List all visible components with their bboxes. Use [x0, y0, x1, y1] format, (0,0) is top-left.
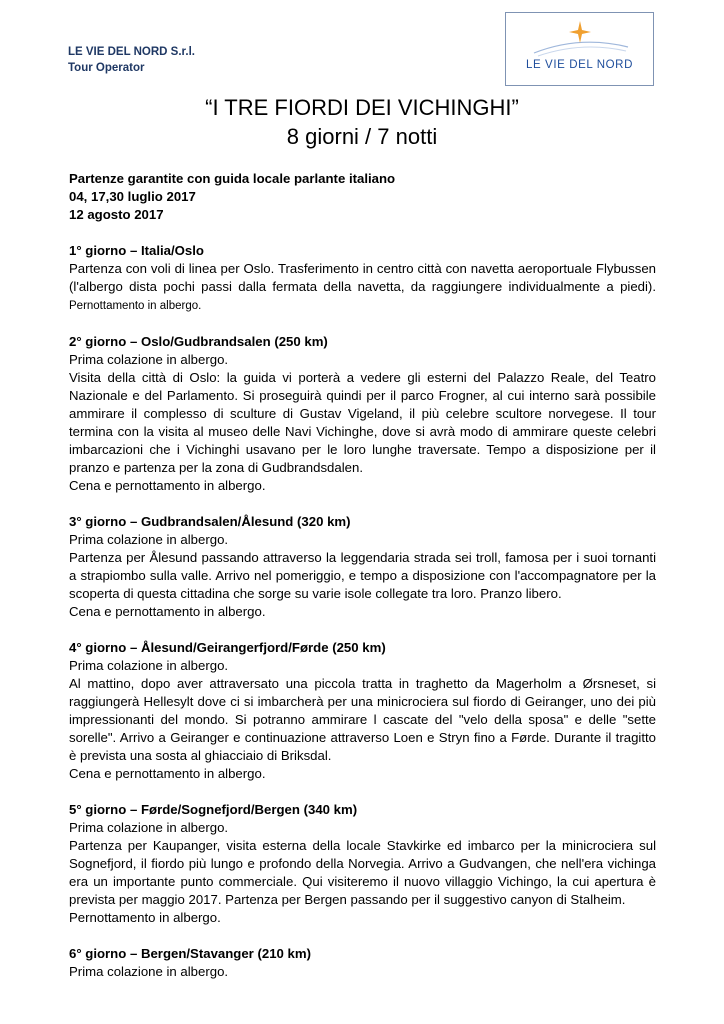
star-icon	[506, 13, 655, 87]
day-5-closing: Pernottamento in albergo.	[69, 910, 221, 925]
day-2-breakfast: Prima colazione in albergo.	[69, 352, 229, 367]
day-3-body: Partenza per Ålesund passando attraverso la leggendaria strada sei troll, famosa per i suoi tornanti a strapiombo sulla valle. Arrivo nel pomeriggio, e tempo a disposizione con l'accompagnatore per la scoperta di questa cittadina che sorge su varie isole collegate tra loro. Pranzo libero.	[69, 550, 656, 601]
logo-text: LE VIE DEL NORD	[526, 59, 633, 71]
day-1-text	[69, 260, 656, 315]
day-1-note: Pernottamento in albergo.	[69, 300, 202, 312]
day-5-breakfast: Prima colazione in albergo.	[69, 820, 229, 835]
page-title	[0, 93, 724, 151]
day-3-closing: Cena e pernottamento in albergo.	[69, 604, 266, 619]
departure-dates-1: 04, 17,30 luglio 2017	[69, 189, 196, 204]
day-4-breakfast: Prima colazione in albergo.	[69, 658, 229, 673]
day-1-heading: 1° giorno – Italia/Oslo	[69, 243, 204, 258]
day-3-breakfast: Prima colazione in albergo.	[69, 532, 229, 547]
day-6-breakfast: Prima colazione in albergo.	[69, 964, 229, 979]
company-name: LE VIE DEL NORD S.r.l.	[68, 46, 195, 58]
day-2-heading: 2° giorno – Oslo/Gudbrandsalen (250 km)	[69, 334, 328, 349]
company-header	[68, 44, 195, 76]
day-6-heading: 6° giorno – Bergen/Stavanger (210 km)	[69, 946, 311, 961]
day-5-body: Partenza per Kaupanger, visita esterna della locale Stavkirke ed imbarco per la minicrociera sul Sognefjord, il fiordo più lungo e profondo della Norvegia. Arrivo a Gudvangen, che nell'era vichinga era un importante punto commerciale. Qui visiteremo il nuovo villaggio Vichingo, la cui apertura è prevista per maggio 2017. Partenza per Bergen passando per il suggestivo canyon di Stalheim.	[69, 838, 656, 907]
day-1-body: Partenza con voli di linea per Oslo. Trasferimento in centro città con navetta aeroportuale Flybussen (l'albergo dista pochi passi dalla fermata della navetta, da raggiungere individualmente a piedi).	[69, 261, 656, 294]
day-4-heading: 4° giorno – Ålesund/Geirangerfjord/Førde (250 km)	[69, 640, 386, 655]
document-body	[69, 170, 656, 981]
title-line-2: 8 giorni / 7 notti	[286, 124, 438, 149]
company-subtitle: Tour Operator	[68, 62, 145, 74]
title-line-1: “I TRE FIORDI DEI VICHINGHI”	[205, 95, 519, 120]
day-2-closing: Cena e pernottamento in albergo.	[69, 478, 266, 493]
day-3-heading: 3° giorno – Gudbrandsalen/Ålesund (320 km)	[69, 514, 351, 529]
day-2-body: Visita della città di Oslo: la guida vi porterà a vedere gli esterni del Palazzo Reale, del Teatro Nazionale e del Parlamento. Si proseguirà quindi per il parco Frogner, al cui interno sarà possibile ammirare il complesso di sculture di Gustav Vigeland, il più celebre scultore norvegese. Il tour termina con la visita al museo delle Navi Vichinghe, dove si avrà modo di ammirare queste celebri imbarcazioni che i Vichinghi usavano per le loro lunghe traversate. Tempo a disposizione per il pranzo e partenza per la zona di Gudbrandsdalen.	[69, 370, 656, 475]
departures-heading: Partenze garantite con guida locale parlante italiano	[69, 171, 396, 186]
day-5-heading: 5° giorno – Førde/Sognefjord/Bergen (340 km)	[69, 802, 358, 817]
company-logo	[505, 12, 654, 86]
day-4-closing: Cena e pernottamento in albergo.	[69, 766, 266, 781]
departure-dates-2: 12 agosto 2017	[69, 207, 164, 222]
day-4-body: Al mattino, dopo aver attraversato una piccola tratta in traghetto da Magerholm a Ørsneset, si raggiungerà Hellesylt dove ci si imbarcherà per una minicrociera sul fiordo di Geiranger, uno dei più impressionanti del mondo. Si potranno ammirare l cascate del "velo della sposa" e delle "sette sorelle". Arrivo a Geiranger e continuazione attraverso Loen e Stryn fino a Førde. Durante il tragitto è prevista una sosta al ghiacciaio di Briksdal.	[69, 676, 656, 763]
